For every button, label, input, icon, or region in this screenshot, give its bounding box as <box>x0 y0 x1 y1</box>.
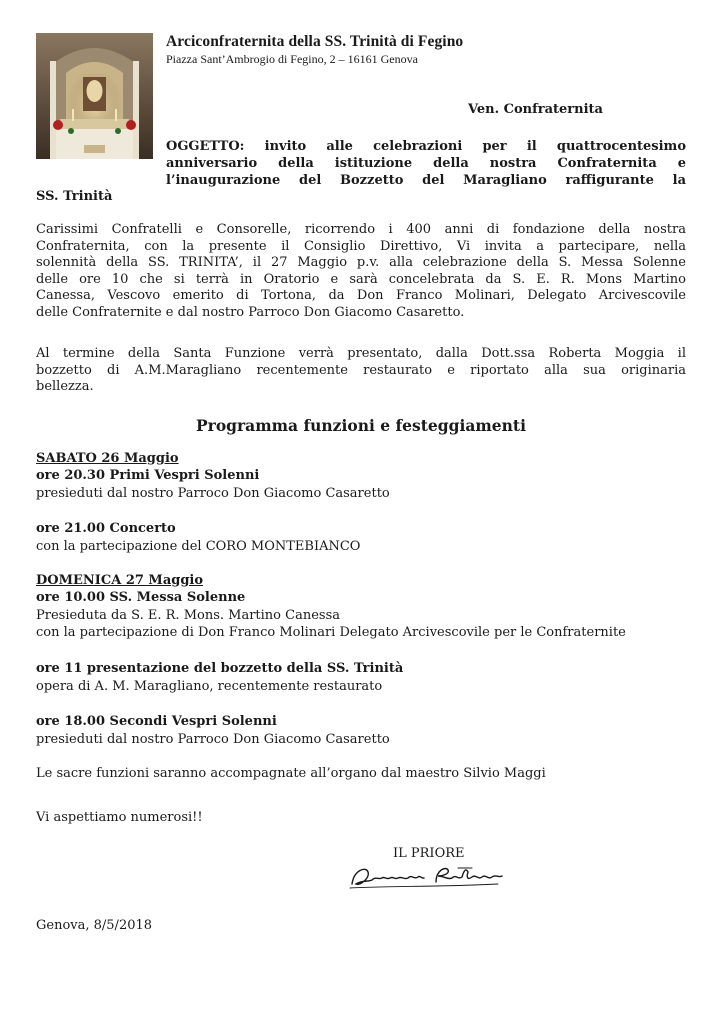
intro-paragraph <box>36 222 686 322</box>
day-saturday: SABATO 26 Maggio <box>36 451 179 466</box>
organization-address: Piazza Sant’Ambrogio di Fegino, 2 – 16161 Genova <box>166 52 418 66</box>
program-heading: Programma funzioni e festeggiamenti <box>196 416 526 435</box>
event-title: ore 21.00 Concerto <box>36 521 176 536</box>
event-detail: con la partecipazione del CORO MONTEBIANCO <box>36 539 361 554</box>
event-title: ore 10.00 SS. Messa Solenne <box>36 590 246 605</box>
altar-photo-graphic <box>36 33 153 159</box>
event-title: ore 20.30 Primi Vespri Solenni <box>36 468 260 483</box>
paragraph-line: bellezza. <box>36 379 94 395</box>
day-sunday: DOMENICA 27 Maggio <box>36 573 204 588</box>
paragraph-line: delle Confraternite e dal nostro Parroco Don Giacomo Casaretto. <box>36 304 465 320</box>
event-detail: con la partecipazione di Don Franco Molinari Delegato Arcivescovile per le Confraternite <box>36 625 626 640</box>
recipient: Ven. Confraternita <box>468 102 603 117</box>
subject-line: l’inaugurazione del Bozzetto del Maragliano raffigurante la <box>166 173 686 188</box>
subject-tail: SS. Trinità <box>36 189 113 204</box>
paragraph-line: Carissimi Confratelli e Consorelle, ricorrendo i 400 anni di fondazione della nostra <box>36 222 686 237</box>
event-detail: opera di A. M. Maragliano, recentemente restaurato <box>36 679 383 694</box>
event-detail: Presieduta da S. E. R. Mons. Martino Canessa <box>36 608 340 623</box>
presentation-paragraph <box>36 346 686 396</box>
subject-line: OGGETTO: invito alle celebrazioni per il quattrocentesimo <box>166 139 686 154</box>
event-title: ore 11 presentazione del bozzetto della SS. Trinità <box>36 661 404 676</box>
music-note: Le sacre funzioni saranno accompagnate all’organo dal maestro Silvio Maggi <box>36 766 546 781</box>
subject <box>166 138 686 189</box>
paragraph-line: Al termine della Santa Funzione verrà presentato, dalla Dott.ssa Roberta Moggia il <box>36 346 686 361</box>
paragraph-line: Canessa, Vescovo emerito di Tortona, da Don Franco Molinari, Delegato Arcivescovile <box>36 288 686 304</box>
event-title: ore 18.00 Secondi Vespri Solenni <box>36 714 277 729</box>
paragraph-line: bozzetto di A.M.Maragliano recentemente restaurato e riportato alla sua originaria <box>36 362 686 378</box>
paragraph-line: Confraternita, con la presente il Consiglio Direttivo, Vi invita a partecipare, nella <box>36 238 686 254</box>
event-detail: presieduti dal nostro Parroco Don Giacomo Casaretto <box>36 486 390 501</box>
signature <box>348 862 508 892</box>
letter-date: Genova, 8/5/2018 <box>36 918 153 933</box>
altar-photo <box>36 33 153 159</box>
paragraph-line: solennità della SS. TRINITA’, il 27 Maggio p.v. alla celebrazione della S. Messa Solenne <box>36 255 686 271</box>
event-detail: presieduti dal nostro Parroco Don Giacomo Casaretto <box>36 732 390 747</box>
signatory-title: IL PRIORE <box>393 846 465 861</box>
closing-invitation: Vi aspettiamo numerosi!! <box>36 810 203 825</box>
organization-name: Arciconfraternita della SS. Trinità di Fegino <box>166 33 464 50</box>
signature-graphic <box>348 862 508 892</box>
paragraph-line: delle ore 10 che si terrà in Oratorio e sarà concelebrata da S. E. R. Mons Martino <box>36 271 686 287</box>
subject-line: anniversario della istituzione della nostra Confraternita e <box>166 156 686 171</box>
